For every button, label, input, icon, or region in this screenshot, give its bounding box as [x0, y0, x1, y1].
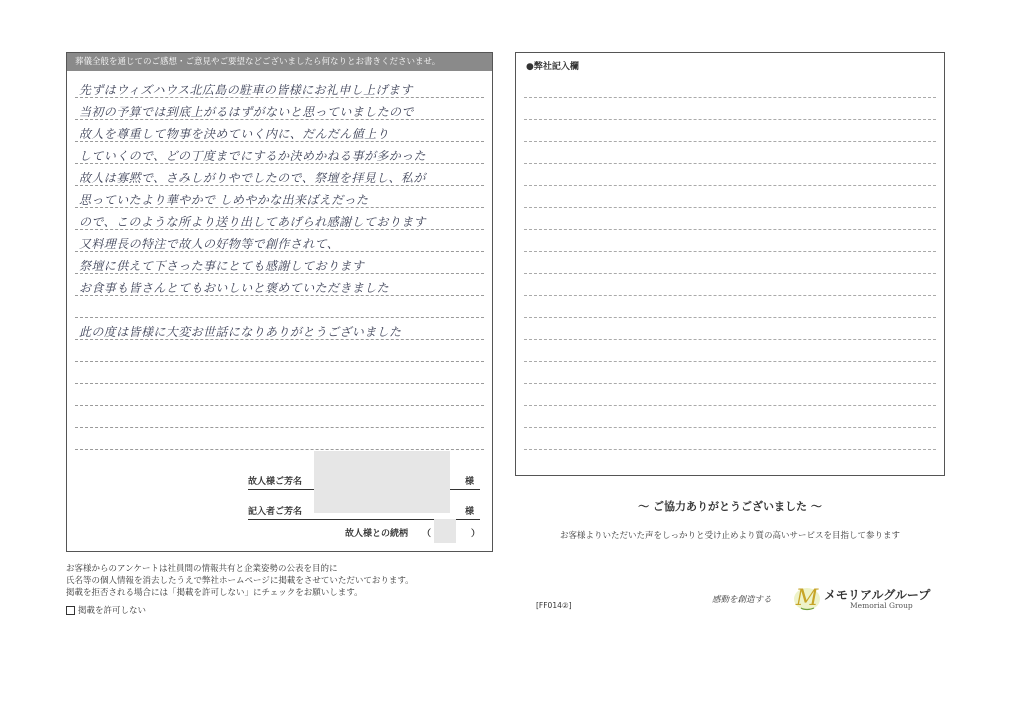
ruled-line — [75, 383, 484, 384]
handwritten-line: 祭壇に供えて下さった事にとても感謝しております — [79, 259, 365, 273]
thanks-subtext: お客様よりいただいた声をしっかりと受け止めより質の高いサービスを目指して参ります — [559, 531, 900, 541]
footer-note: 氏名等の個人情報を消去したうえで弊社ホームページに掲載をさせていただいております。 — [66, 576, 414, 586]
footer-note: お客様からのアンケートは社員間の情報共有と企業姿勢の公表を目的に — [66, 564, 338, 574]
ruled-line — [524, 383, 936, 384]
ruled-line — [524, 339, 936, 340]
handwritten-line: ので、このような所より送り出してあげられ感謝しております — [79, 215, 426, 229]
ruled-line — [524, 207, 936, 208]
handwritten-line: 故人を尊重して物事を決めていく内に、だんだん値上り — [79, 127, 390, 141]
handwritten-line: お食事も皆さんとてもおいしいと褒めていただきました — [79, 281, 390, 295]
honorific: 様 — [465, 507, 475, 517]
comment-form-header: 葬儀全般を通じてのご感想・ご意見やご要望などございましたら何なりとお書きくださいませ。 — [67, 53, 492, 71]
consent-checkbox-label: 掲載を許可しない — [78, 606, 147, 616]
ruled-line — [524, 361, 936, 362]
checkbox[interactable] — [66, 606, 75, 615]
redacted-relationship-block — [434, 519, 456, 543]
ruled-line — [524, 427, 936, 428]
ruled-line — [524, 97, 936, 98]
relationship-label: 故人様との続柄 — [345, 529, 409, 539]
ruled-line — [524, 295, 936, 296]
ruled-line — [524, 119, 936, 120]
handwritten-line: していくので、どの丁度までにするか決めかねる事が多かった — [79, 149, 426, 163]
handwritten-line: 又料理長の特注で故人の好物等で創作されて、 — [79, 237, 340, 251]
handwritten-line: 先ずはウィズハウス北広島の駐車の皆様にお礼申し上げます — [79, 83, 413, 97]
ruled-line — [524, 273, 936, 274]
ruled-line — [524, 317, 936, 318]
footer-note: 掲載を拒否される場合には「掲載を許可しない」にチェックをお願いします。 — [66, 588, 363, 598]
consent-checkbox-row[interactable] — [66, 604, 146, 616]
ruled-line — [75, 317, 484, 318]
ruled-line — [524, 185, 936, 186]
svg-text:M: M — [795, 586, 819, 611]
ruled-line — [75, 405, 484, 406]
ruled-line — [524, 141, 936, 142]
comment-form — [66, 52, 493, 552]
form-code: [FF014②] — [536, 601, 572, 610]
brand-name-jp: メモリアルグループ — [824, 588, 931, 602]
staff-notes-form — [515, 52, 945, 476]
deceased-name-label: 故人様ご芳名 — [248, 477, 303, 487]
redacted-name-block — [314, 451, 450, 513]
writer-name-label: 記入者ご芳名 — [248, 507, 303, 517]
ruled-line — [75, 361, 484, 362]
ruled-line — [524, 449, 936, 450]
brand-tagline: 感動を創造する — [712, 595, 772, 605]
ruled-line — [524, 405, 936, 406]
ruled-line — [75, 427, 484, 428]
handwritten-line: 此の度は皆様に大変お世話になりありがとうございました — [79, 325, 402, 339]
handwritten-line: 当初の予算では到底上がるはずがないと思っていましたので — [79, 105, 414, 119]
brand-logo-icon — [792, 582, 822, 612]
ruled-line — [75, 449, 484, 450]
ruled-line — [524, 251, 936, 252]
ruled-line — [524, 163, 936, 164]
relationship-open-paren: （ — [422, 529, 432, 539]
brand-name-en: Memorial Group — [850, 601, 913, 610]
thanks-message: 〜 ご協力ありがとうございました 〜 — [638, 500, 822, 513]
honorific: 様 — [465, 477, 475, 487]
handwritten-line: 故人は寡黙で、さみしがりやでしたので、祭壇を拝見し、私が — [79, 171, 426, 185]
ruled-line — [524, 229, 936, 230]
handwritten-line: 思っていたより華やかで しめやかな出来ばえだった — [79, 193, 369, 207]
staff-notes-title: ●弊社記入欄 — [526, 62, 579, 72]
relationship-close-paren: ） — [471, 529, 481, 539]
